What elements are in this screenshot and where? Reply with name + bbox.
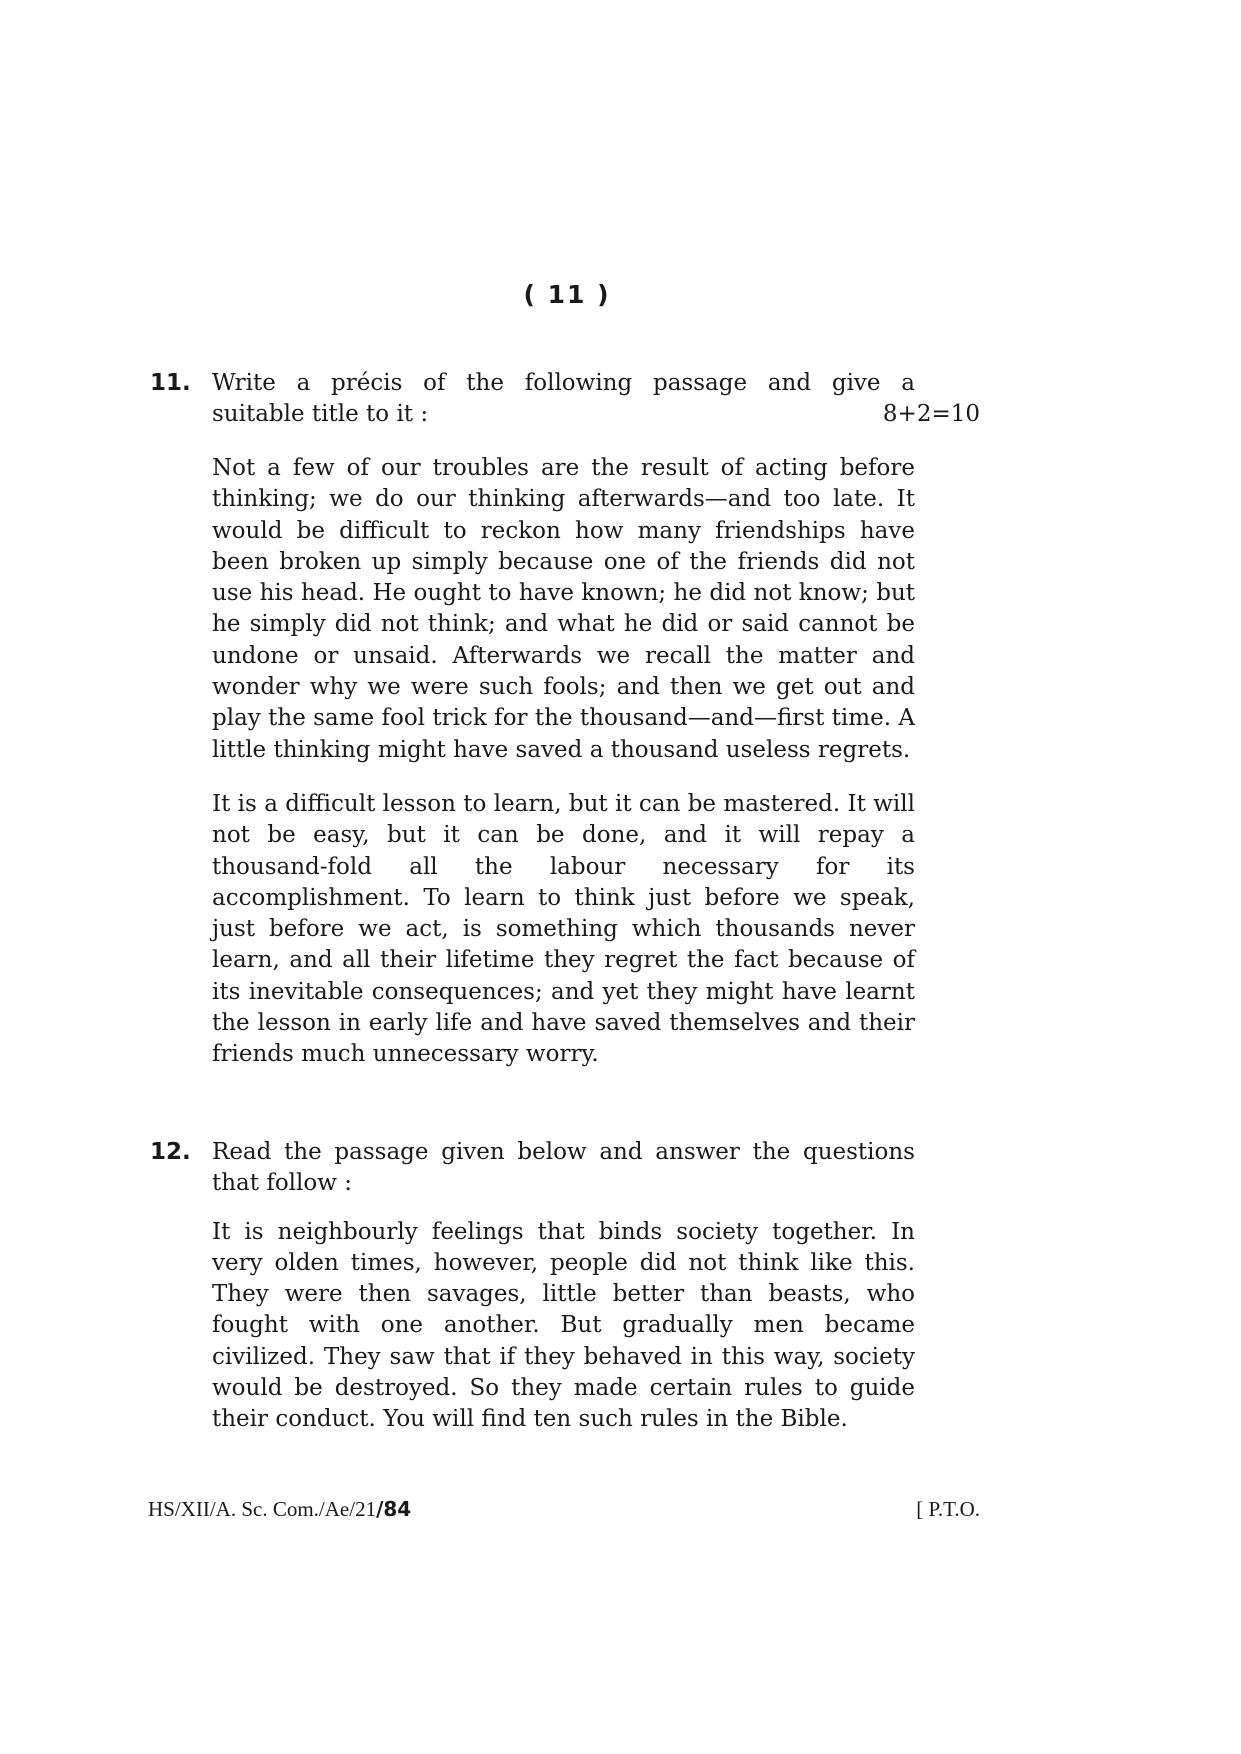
page-footer — [148, 1495, 980, 1523]
marks-allocation: 8+2=10 — [882, 401, 980, 427]
question-prompt-continued — [212, 399, 980, 430]
page-number: ( 11 ) — [523, 280, 611, 309]
question-number: 11. — [150, 370, 191, 396]
passage-paragraph: Not a few of our troubles are the result of acting before thinking; we do our thinking afterwards—and too late. It would be difficult to reckon how many friendships have been broken up simply because one of the friends did not use his head. He ought to have known; he did not know; but he simply did not think; and what he did or said cannot be undone or unsaid. Afterwards we recall the matter and wonder why we were such fools; and then we get out and play the same fool trick for the thousand—and—first time. A little thinking might have saved a thousand useless regrets. — [212, 455, 915, 763]
paper-code: HS/XII/A. Sc. Com./Ae/21/84 — [148, 1497, 412, 1521]
passage-paragraph: It is a difficult lesson to learn, but it can be mastered. It will not be easy, but it can be done, and it will repay a thousand-fold all the labour necessary for its accomplishment. To learn to think just before we speak, just before we act, is something which thousands never learn, and all their lifetime they regret the fact because of its inevitable consequences; and yet they might have learnt the lesson in early life and have saved themselves and their friends much unnecessary worry. — [212, 790, 915, 1068]
question-number: 12. — [150, 1139, 191, 1165]
pto-label: [ P.T.O. — [916, 1497, 980, 1521]
question-prompt: Write a précis of the following passage and give a — [212, 370, 915, 396]
question-prompt: Read the passage given below and answer the questions that follow : — [212, 1139, 915, 1197]
passage-paragraph: It is neighbourly feelings that binds society together. In very olden times, however, people did not think like this. They were then savages, little better than beasts, who fought with one another. But gradually men became civilized. They saw that if they behaved in this way, society would be destroyed. So they made certain rules to guide their conduct. You will find ten such rules in the Bible. — [212, 1218, 915, 1433]
question-prompt-line2: suitable title to it : — [212, 401, 429, 427]
question-body — [212, 1137, 980, 1436]
question-body — [212, 368, 980, 1071]
